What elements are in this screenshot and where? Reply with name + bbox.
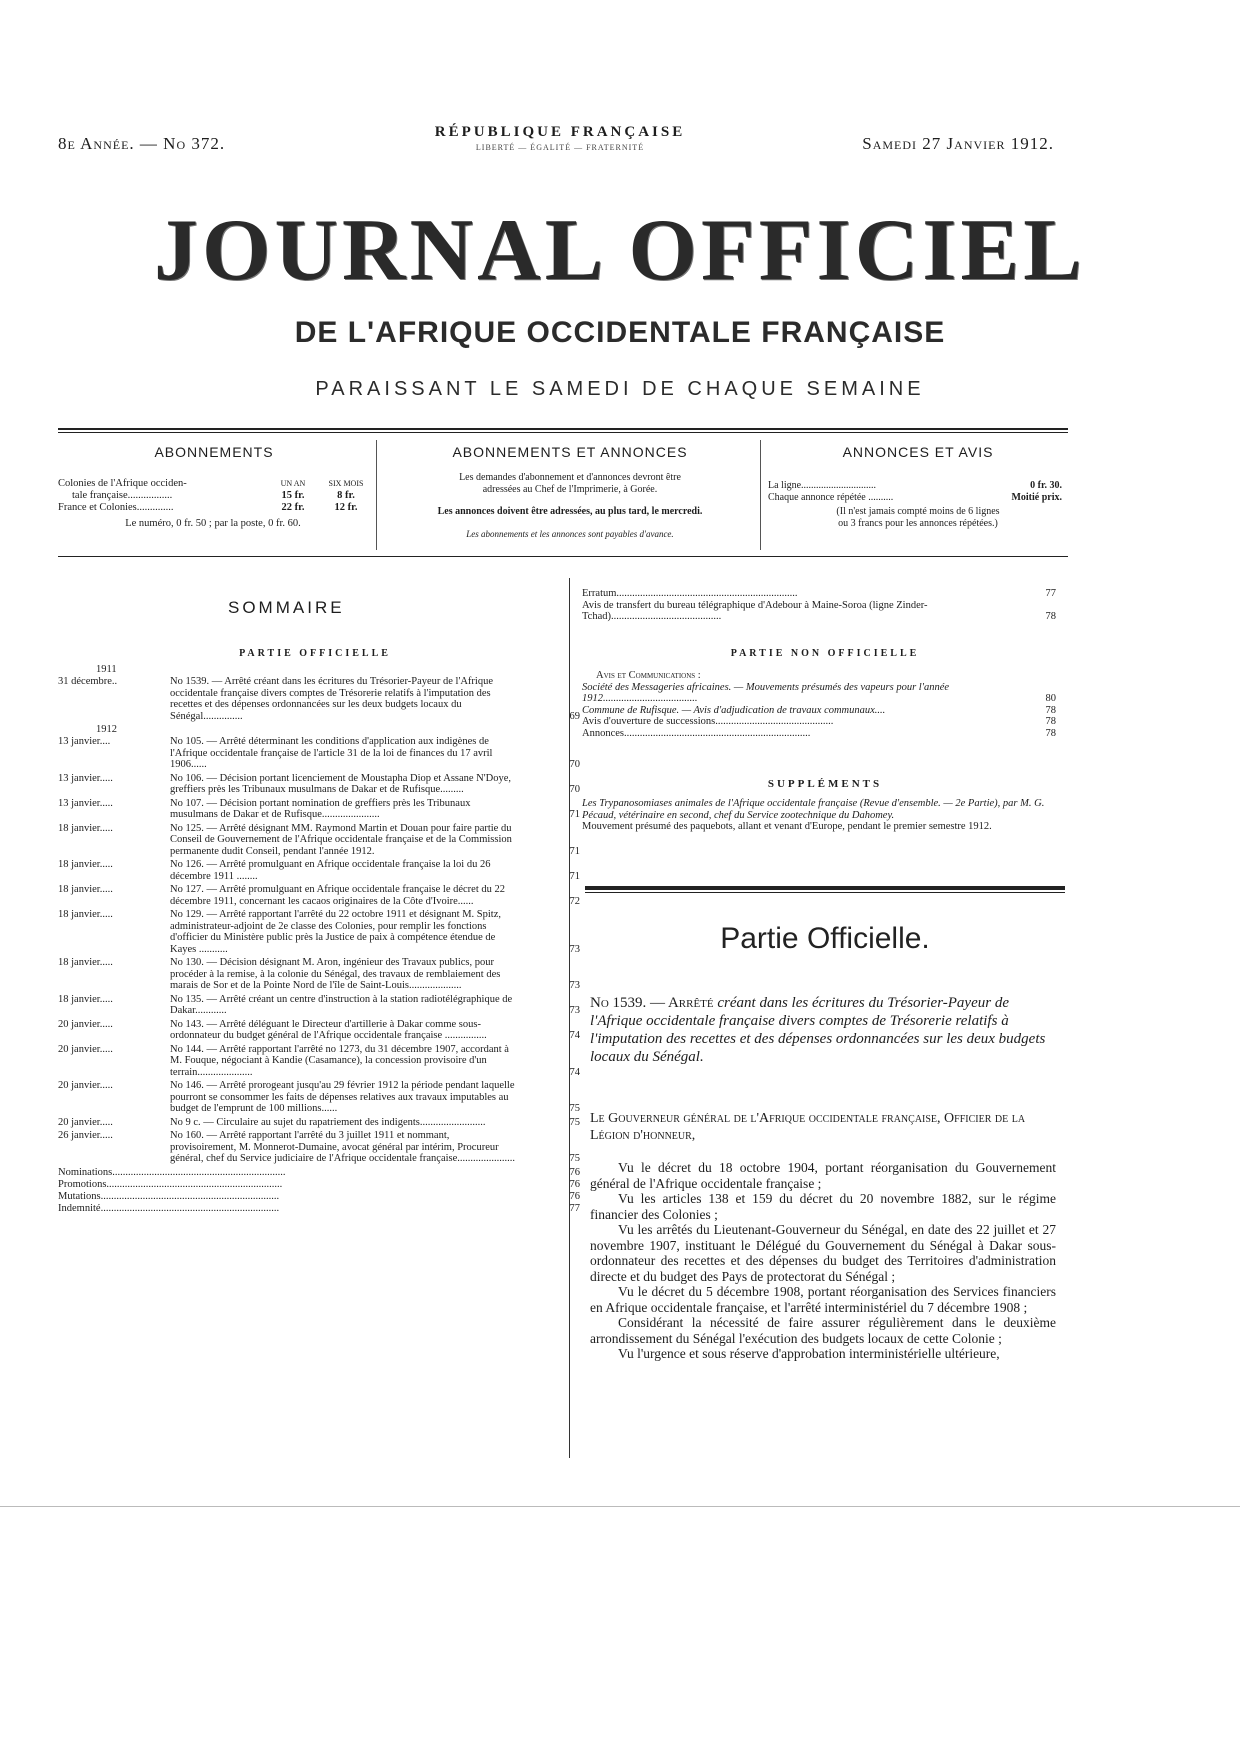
toc-entry — [58, 859, 578, 882]
repetee-row — [768, 492, 1068, 504]
abonnements-annonces-box — [384, 444, 756, 540]
body-paragraph: Vu le décret du 18 octobre 1904, portant réorganisation du Gouvernement général de l'Afrique occidentale française ; — [590, 1160, 1056, 1191]
toc-avis-transfert — [582, 600, 1062, 623]
row2-label: France et Colonies.............. — [58, 502, 174, 513]
journal-title: JOURNAL OFFICIEL — [154, 202, 1086, 299]
row2-six-mois: 12 fr. — [334, 502, 358, 513]
entry-page: 71 — [569, 870, 580, 882]
year-1912: 1912 — [96, 724, 117, 735]
gouverneur-line: Le Gouverneur général de l'Afrique occidentale française, Officier de la Légion d'honneur, — [590, 1111, 1026, 1143]
entry-page: 71 — [569, 845, 580, 857]
header-rule-thin — [58, 432, 1068, 433]
partie-non-officielle-label: PARTIE NON OFFICIELLE — [730, 648, 920, 659]
box-separator — [376, 440, 377, 550]
entry-page: 71 — [569, 809, 580, 820]
entry-text: No 144. — Arrêté rapportant l'arrêté no 1273, du 31 décembre 1907, accordant à M. Fouque, négociant à Kandie (Casamance), la concession provisoire d'un terrain..................... — [170, 1043, 509, 1078]
entry-text: No 127. — Arrêté promulguant en Afrique occidentale française le décret du 22 décembre 1911, concernant les cacaos originaires de la Côte d'Ivoire...... — [170, 884, 506, 907]
column-separator — [569, 578, 570, 1458]
avis-comm-label: Avis et Communications : — [596, 670, 701, 681]
body-paragraph: Considérant la nécessité de faire assurer régulièrement dans le deuxième arrondissement du Sénégal l'exécution des budgets locaux de cette Colonie ; — [590, 1315, 1056, 1346]
entry-date: 13 janvier.... — [58, 736, 111, 747]
entry-text: No 1539. — Arrêté créant dans les écritures du Trésorier-Payeur de l'Afrique occidentale française divers comptes de Trésorerie relatifs à l'imputation des recettes et des dépenses ordonnancées sur les deux budgets locaux du Sénégal............... — [170, 676, 494, 722]
arrete-body — [590, 1160, 1056, 1362]
entry-page: 74 — [569, 1030, 580, 1041]
entry-date: 20 janvier..... — [58, 1043, 113, 1055]
tail-label: Promotions................................................................... — [58, 1178, 283, 1190]
toc-entry — [58, 1019, 578, 1042]
entry-page: 78 — [1045, 716, 1056, 727]
toc-entry — [582, 728, 1062, 740]
entry-date: 20 janvier..... — [58, 1116, 113, 1128]
issue-number: 8e Année. — No 372. — [58, 134, 226, 153]
entry-date: 18 janvier..... — [58, 993, 113, 1005]
erratum-page: 77 — [1045, 588, 1056, 599]
body-paragraph: Vu l'urgence et sous réserve d'approbation interministérielle ultérieure, — [618, 1346, 1000, 1361]
entry-page: 74 — [569, 1066, 580, 1078]
ligne-price: 0 fr. 30. — [1030, 480, 1062, 491]
issue-date: Samedi 27 Janvier 1912. — [862, 134, 1054, 153]
right-toc-nonofficielle — [582, 670, 1062, 739]
entry-text: Avis d'ouverture de successions............................................. — [582, 716, 834, 727]
toc-entry — [582, 716, 1062, 728]
col-un-an: UN AN — [280, 479, 306, 488]
entry-text: Société des Messageries africaines. — Mouvements présumés des vapeurs pour l'année 1912.................................... — [582, 681, 950, 704]
journal-subtitle: DE L'AFRIQUE OCCIDENTALE FRANÇAISE — [294, 316, 946, 349]
arrete-number: No 1539. — Arrêté — [590, 995, 714, 1011]
entry-date: 18 janvier..... — [58, 909, 113, 920]
entry-page: 78 — [1045, 727, 1056, 739]
abonnements-annonces-title: ABONNEMENTS ET ANNONCES — [452, 444, 688, 460]
entry-text: No 126. — Arrêté promulguant en Afrique occidentale française la loi du 26 décembre 1911 ........ — [170, 859, 491, 882]
entry-text: No 105. — Arrêté déterminant les conditions d'application aux indigènes de l'Afrique occidentale française de l'article 31 de la loi de finances du 17 avril 1906...... — [170, 736, 493, 770]
abonnements-box — [58, 444, 370, 460]
toc-indemnite — [58, 1203, 578, 1215]
entry-text: No 135. — Arrêté créant un centre d'instruction à la station radiotélégraphique de Dakar............ — [170, 993, 513, 1016]
body-paragraph: Vu le décret du 5 décembre 1908, portant réorganisation des Services financiers en Afrique occidentale française, et l'arrêté interministériel du 7 décembre 1908 ; — [590, 1284, 1056, 1315]
entry-date: 31 décembre.. — [58, 676, 118, 687]
supplements-label: SUPPLÉMENTS — [767, 778, 883, 790]
table-row — [58, 490, 368, 502]
annonces-avis-title: ANNONCES ET AVIS — [842, 444, 994, 460]
avis-transfert-page: 78 — [1045, 611, 1056, 622]
row1-un-an: 15 fr. — [281, 490, 305, 501]
entry-text: No 106. — Décision portant licenciement de Moustapha Diop et Assane N'Doye, greffiers près les Tribunaux musulmans de Dakar et de Rufisque......... — [170, 772, 512, 795]
toc-nominations — [58, 1167, 578, 1179]
entry-page: 69 — [569, 710, 580, 722]
ligne-label: La ligne.............................. — [768, 480, 877, 491]
tail-page: 76 — [569, 1190, 580, 1202]
aa-line3: Les annonces doivent être adressées, au plus tard, le mercredi. — [437, 506, 703, 517]
entry-text: No 129. — Arrêté rapportant l'arrêté du 22 octobre 1911 et désignant M. Spitz, administrateur-adjoint de 2e classe des Colonies, pour remplir les fonctions d'officier du Ministère public près la Justice de paix à compétence étendue de Kayes ........... — [170, 909, 502, 955]
entry-date: 18 janvier..... — [58, 957, 113, 968]
entry-text: No 146. — Arrêté prorogeant jusqu'au 29 février 1912 la période pendant laquelle pourront se consommer les faits de dépenses relatives aux travaux imputables au budget de l'emprunt de 100 millions...... — [170, 1080, 515, 1114]
entry-page: 73 — [569, 980, 580, 991]
entry-date: 26 janvier..... — [58, 1130, 113, 1141]
toc-entry — [582, 682, 1062, 705]
entry-text: Annonces....................................................................... — [582, 727, 811, 739]
partie-rule-thin — [585, 892, 1065, 893]
entry-page: 72 — [569, 895, 580, 907]
box-bottom-rule — [58, 556, 1068, 557]
entry-text: No 160. — Arrêté rapportant l'arrêté du 3 juillet 1911 et nommant, provisoirement, M. Monnerot-Dumaine, avocat général par intérim, Procureur général, chef du Service judiciaire de l'Afrique occidentale française...................... — [170, 1130, 516, 1164]
abonnements-title: ABONNEMENTS — [154, 444, 274, 460]
abonnements-table — [58, 478, 368, 530]
header-rule-thick — [58, 428, 1068, 430]
tail-page: 76 — [569, 1166, 580, 1178]
entry-text: No 130. — Décision désignant M. Aron, ingénieur des Travaux publics, pour procéder à la remise, à la colonie du Sénégal, des travaux de remblaiement des marais de Sor et de la Pointe Nord de l'île de Saint-Louis.................... — [170, 957, 501, 991]
body-paragraph: Vu les articles 138 et 159 du décret du 20 novembre 1882, sur le régime financier des Colonies ; — [590, 1191, 1056, 1222]
entry-page: 75 — [569, 1116, 580, 1128]
tail-label: Nominations.................................................................. — [58, 1166, 286, 1178]
toc-entry — [58, 823, 578, 858]
sommaire-list — [58, 664, 578, 1215]
row1-label: Colonies de l'Afrique occiden- — [58, 478, 187, 489]
toc-entry — [58, 994, 578, 1017]
toc-entry — [58, 1117, 578, 1129]
aa-line1: Les demandes d'abonnement et d'annonces devront être — [459, 472, 681, 483]
year-1911: 1911 — [96, 664, 117, 675]
entry-text: No 107. — Décision portant nomination de greffiers près les Tribunaux musulmans de Dakar et de Rufisque...................... — [170, 797, 471, 820]
republic-block — [380, 124, 740, 152]
ligne-row — [768, 480, 1068, 492]
partie-rule-thick — [585, 886, 1065, 890]
toc-entry — [58, 1080, 578, 1115]
row1-label2: tale française................. — [72, 490, 173, 501]
toc-entry — [58, 798, 578, 821]
entry-text: Commune de Rufisque. — Avis d'adjudication de travaux communaux.... — [582, 704, 886, 716]
numero-price: Le numéro, 0 fr. 50 ; par la poste, 0 fr. 60. — [125, 518, 301, 529]
toc-entry — [58, 736, 578, 771]
page-bottom-rule — [0, 1506, 1240, 1507]
sommaire-title: SOMMAIRE — [228, 598, 345, 617]
table-row — [58, 518, 368, 530]
arrete-description: créant dans les écritures du Trésorier-Payeur de l'Afrique occidentale française divers comptes de Trésorerie relatifs à l'imputation des recettes et des dépenses ordonnancées sur les deux budgets locaux du Sénégal. — [590, 995, 1046, 1065]
toc-entry — [58, 773, 578, 796]
republic-motto: LIBERTÉ — ÉGALITÉ — FRATERNITÉ — [475, 143, 645, 152]
republic-title: RÉPUBLIQUE FRANÇAISE — [434, 124, 686, 140]
col-six-mois: SIX MOIS — [328, 479, 364, 488]
entry-text: No 143. — Arrêté déléguant le Directeur d'artillerie à Dakar comme sous-ordonnateur du budget général de l'Afrique occidentale française ................ — [170, 1018, 487, 1041]
repetee-price: Moitié prix. — [1011, 492, 1062, 503]
journal-frequency: PARAISSANT LE SAMEDI DE CHAQUE SEMAINE — [315, 378, 925, 400]
toc-promotions — [58, 1179, 578, 1191]
aa-line2: adressées au Chef de l'Imprimerie, à Gorée. — [482, 484, 658, 495]
entry-date: 20 janvier..... — [58, 1018, 113, 1030]
entry-date: 13 janvier..... — [58, 797, 113, 809]
toc-entry — [58, 884, 578, 907]
avis-transfert-label: Avis de transfert du bureau télégraphique d'Adebour à Maine-Soroa (ligne Zinder-Tchad).......................................... — [582, 599, 928, 622]
toc-mutations — [58, 1191, 578, 1203]
toc-entry — [58, 1044, 578, 1079]
annonce-note1: (Il n'est jamais compté moins de 6 lignes — [836, 506, 1000, 517]
tail-label: Mutations.................................................................... — [58, 1190, 280, 1202]
table-row — [58, 502, 368, 514]
toc-entry — [582, 705, 1062, 717]
entry-page: 73 — [569, 943, 580, 955]
tail-page: 77 — [569, 1202, 580, 1214]
erratum-label: Erratum..................................................................... — [582, 588, 798, 599]
supplement-2: Mouvement présumé des paquebots, allant et venant d'Europe, pendant le premier semestre 1912. — [582, 821, 992, 832]
tail-page: 76 — [569, 1178, 580, 1190]
repetee-label: Chaque annonce répétée .......... — [768, 492, 894, 503]
toc-entry — [58, 676, 578, 722]
right-toc-supplements — [582, 798, 1062, 833]
toc-erratum — [582, 588, 1062, 600]
box-separator — [760, 440, 761, 550]
entry-date: 20 janvier..... — [58, 1080, 113, 1091]
entry-page: 73 — [569, 1005, 580, 1016]
right-toc-top — [582, 588, 1062, 623]
entry-date: 18 janvier..... — [58, 822, 113, 834]
toc-entry — [58, 957, 578, 992]
body-paragraph: Vu les arrêtés du Lieutenant-Gouverneur du Sénégal, en date des 22 juillet et 27 novembre 1907, instituant le Délégué du Gouvernement du Sénégal à Dakar sous-ordonnateur des recettes et des dépenses du budget des Territoires d'administration directe et du budget des Pays de protectorat du Sénégal ; — [590, 1222, 1056, 1284]
entry-page: 78 — [1045, 704, 1056, 716]
partie-officielle-label: PARTIE OFFICIELLE — [239, 648, 391, 659]
entry-page: 75 — [569, 1103, 580, 1114]
toc-entry — [58, 909, 578, 955]
aa-line4: Les abonnements et les annonces sont payables d'avance. — [466, 529, 674, 539]
table-row — [58, 478, 368, 490]
tail-label: Indemnité.................................................................... — [58, 1202, 280, 1214]
entry-page: 70 — [569, 759, 580, 770]
supplement-1: Les Trypanosomiases animales de l'Afrique occidentale française (Revue d'ensemble. — 2e Partie), par M. G. Pécaud, vétérinaire en second, chef du Service zootechnique du Dahomey. — [582, 798, 1045, 821]
toc-entry — [58, 1130, 578, 1165]
entry-page: 70 — [569, 784, 580, 795]
entry-date: 18 janvier..... — [58, 884, 113, 895]
entry-text: No 9 c. — Circulaire au sujet du rapatriement des indigents......................... — [170, 1116, 486, 1128]
annonce-note2: ou 3 francs pour les annonces répétées.) — [838, 518, 998, 529]
entry-text: No 125. — Arrêté désignant MM. Raymond Martin et Douan pour faire partie du Conseil de Gouvernement de l'Afrique occidentale française et de la Commission permanente dudit Conseil, pendant l'année 1912. — [170, 822, 512, 857]
row2-un-an: 22 fr. — [281, 502, 305, 513]
entry-page: 80 — [1045, 693, 1056, 704]
entry-page: 75 — [569, 1153, 580, 1164]
partie-officielle-heading: Partie Officielle. — [720, 922, 930, 955]
entry-date: 18 janvier..... — [58, 859, 113, 870]
annonces-avis-box — [768, 444, 1068, 530]
arrete-title — [590, 994, 1056, 1066]
entry-date: 13 janvier..... — [58, 772, 113, 784]
row1-six-mois: 8 fr. — [337, 490, 355, 501]
